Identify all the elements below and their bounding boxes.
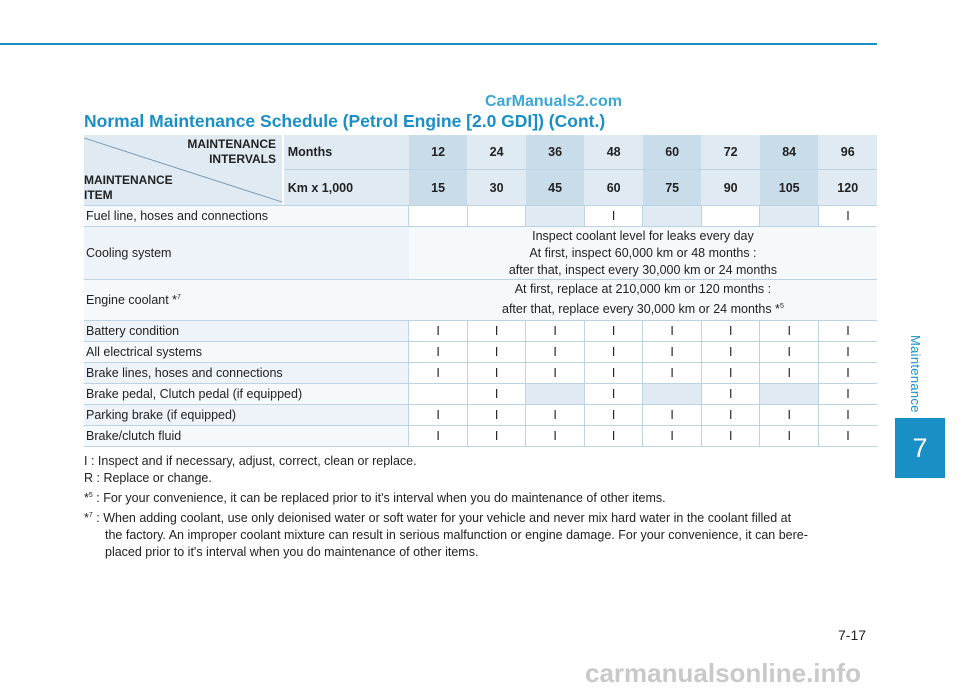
mark-cell [643,206,702,227]
months-36: 36 [526,135,585,170]
mark-cell: I [409,342,468,363]
km-120: 120 [818,170,877,206]
mark-cell [643,384,702,405]
km-45: 45 [526,170,585,206]
maintenance-table [84,135,877,447]
months-60: 60 [643,135,702,170]
mark-cell: I [584,342,643,363]
item-brake-fluid: Brake/clutch fluid [84,426,409,447]
mark-cell [526,384,585,405]
cooling-note: Inspect coolant level for leaks every day At first, inspect 60,000 km or 48 months : after that, inspect every 30,000 km or 24 months [409,227,877,280]
mark-cell: I [643,363,702,384]
intervals-label: MAINTENANCE INTERVALS [187,137,276,166]
mark-cell: I [584,405,643,426]
item-label: MAINTENANCE ITEM [84,173,173,202]
mark-cell [409,384,468,405]
mark-cell: I [584,321,643,342]
mark-cell: I [818,426,877,447]
page-title: Normal Maintenance Schedule (Petrol Engine [2.0 GDI]) (Cont.) [84,111,606,131]
mark-cell: I [526,363,585,384]
mark-cell: I [643,321,702,342]
table-row [84,363,877,384]
mark-cell: I [409,321,468,342]
page-number: 7-17 [838,627,867,643]
table-row [84,384,877,405]
table-row [84,206,877,227]
mark-cell: I [526,342,585,363]
mark-cell: I [409,426,468,447]
mark-cell: I [760,321,819,342]
item-brake-lines: Brake lines, hoses and connections [84,363,409,384]
item-electrical: All electrical systems [84,342,409,363]
km-30: 30 [467,170,526,206]
mark-cell: I [701,342,760,363]
note-star5: *$^5$ : For your convenience, it can be replaced prior to it's interval when you do maintenance of other items. [84,491,666,506]
mark-cell [467,206,526,227]
mark-cell: I [818,206,877,227]
months-24: 24 [467,135,526,170]
mark-cell: I [760,363,819,384]
item-battery: Battery condition [84,321,409,342]
section-label: Maintenance [908,335,923,413]
mark-cell: I [643,405,702,426]
months-72: 72 [701,135,760,170]
months-label: Months [284,135,409,170]
mark-cell: I [643,342,702,363]
mark-cell: I [701,426,760,447]
mark-cell: I [701,384,760,405]
table-row [84,280,877,321]
mark-cell [409,206,468,227]
note-inspect: I : Inspect and if necessary, adjust, correct, clean or replace. [84,454,417,468]
mark-cell: I [701,405,760,426]
mark-cell: I [584,206,643,227]
mark-cell: I [760,426,819,447]
km-60: 60 [584,170,643,206]
footnotes [84,453,879,561]
months-84: 84 [760,135,819,170]
mark-cell [526,206,585,227]
months-12: 12 [409,135,468,170]
table-row [84,426,877,447]
mark-cell: I [584,426,643,447]
chapter-number: 7 [895,418,945,478]
mark-cell: I [818,321,877,342]
table-row [84,321,877,342]
note-replace: R : Replace or change. [84,471,212,485]
mark-cell: I [701,363,760,384]
top-rule [0,43,877,45]
table-row [84,342,877,363]
mark-cell: I [409,405,468,426]
mark-cell: I [409,363,468,384]
mark-cell: I [643,426,702,447]
mark-cell: I [526,426,585,447]
mark-cell [760,206,819,227]
watermark-bottom: carmanualsonline.info [585,658,861,688]
coolant-note: At first, replace at 210,000 km or 120 months : after that, replace every 30,000 km or 24 months *$^5$ [409,280,877,321]
mark-cell: I [467,426,526,447]
mark-cell: I [701,321,760,342]
item-engine-coolant: Engine coolant *$^7$ [84,280,409,321]
months-48: 48 [584,135,643,170]
watermark-top: CarManuals2.com [485,93,622,110]
mark-cell: I [584,363,643,384]
header-row-months [84,135,877,170]
mark-cell: I [760,405,819,426]
mark-cell: I [467,321,526,342]
mark-cell: I [584,384,643,405]
km-90: 90 [701,170,760,206]
months-96: 96 [818,135,877,170]
mark-cell: I [526,405,585,426]
km-15: 15 [409,170,468,206]
note-star7-cont: the factory. An improper coolant mixture can result in serious malfunction or engine damage. For your convenience, it can bere- [105,528,808,543]
km-75: 75 [643,170,702,206]
mark-cell: I [467,363,526,384]
mark-cell: I [818,342,877,363]
mark-cell: I [526,321,585,342]
mark-cell: I [760,342,819,363]
mark-cell: I [818,363,877,384]
item-parking-brake: Parking brake (if equipped) [84,405,409,426]
item-brake-pedal: Brake pedal, Clutch pedal (if equipped) [84,384,409,405]
mark-cell [760,384,819,405]
item-fuel-line: Fuel line, hoses and connections [84,206,409,227]
header-corner [84,135,284,206]
mark-cell [701,206,760,227]
mark-cell: I [467,384,526,405]
note-star7: *$^7$ : When adding coolant, use only deionised water or soft water for your vehicle and never mix hard water in the coolant filled at [84,511,792,526]
km-label: Km x 1,000 [284,170,409,206]
km-105: 105 [760,170,819,206]
mark-cell: I [467,405,526,426]
mark-cell: I [818,384,877,405]
mark-cell: I [467,342,526,363]
table-row [84,405,877,426]
table-row [84,227,877,280]
mark-cell: I [818,405,877,426]
item-cooling-system: Cooling system [84,227,409,280]
note-star7-cont2: placed prior to it's interval when you do maintenance of other items. [105,545,479,560]
